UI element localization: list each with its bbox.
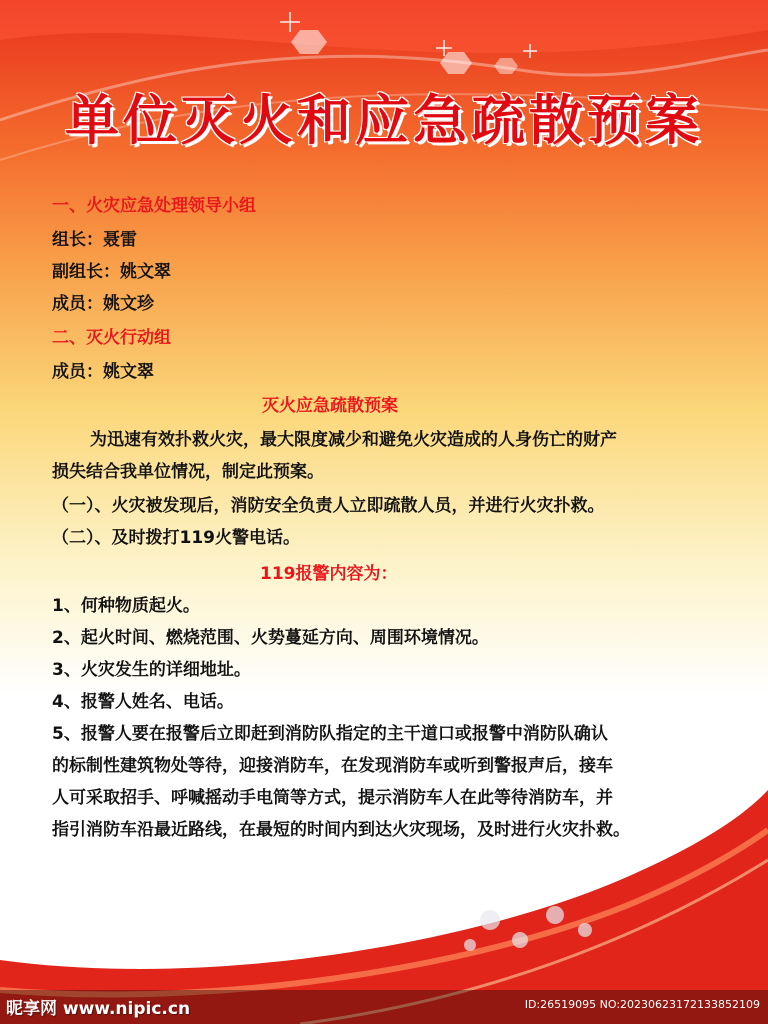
site-watermark: 昵享网 www.nipic.cn	[6, 999, 191, 1019]
report-item-2: 2、起火时间、燃烧范围、火势蔓延方向、周围环境情况。	[52, 628, 489, 648]
report-item-4: 4、报警人姓名、电话。	[52, 692, 234, 712]
leader-line: 组长：聂雷	[52, 230, 137, 250]
report-item-5-line-4: 指引消防车沿最近路线，在最短的时间内到达火灾现场，及时进行火灾扑救。	[52, 820, 630, 840]
image-id-watermark: ID:26519095 NO:20230623172133852109	[524, 998, 760, 1011]
report-item-3: 3、火灾发生的详细地址。	[52, 660, 251, 680]
report-heading: 119报警内容为：	[260, 564, 398, 584]
deputy-leader-line: 副组长：姚文翠	[52, 262, 171, 282]
member-line-2: 成员：姚文翠	[52, 362, 154, 382]
member-line-1: 成员：姚文珍	[52, 294, 154, 314]
plan-step-2: （二）、及时拨打119火警电话。	[52, 528, 300, 548]
report-item-1: 1、何种物质起火。	[52, 596, 200, 616]
plan-intro-line-1: 为迅速有效扑救火灾，最大限度减少和避免火灾造成的人身伤亡的财产	[90, 430, 617, 450]
page-title: 单位灭火和应急疏散预案	[65, 89, 703, 152]
plan-intro-line-2: 损失结合我单位情况，制定此预案。	[52, 462, 324, 482]
plan-step-1: （一）、火灾被发现后，消防安全负责人立即疏散人员，并进行火灾扑救。	[52, 496, 605, 516]
leader-group-heading: 一、火灾应急处理领导小组	[52, 196, 256, 216]
report-item-5-line-3: 人可采取招手、呼喊摇动手电筒等方式，提示消防车人在此等待消防车，并	[52, 788, 613, 808]
plan-heading: 灭火应急疏散预案	[262, 396, 398, 416]
report-item-5-line-1: 5、报警人要在报警后立即赶到消防队指定的主干道口或报警中消防队确认	[52, 724, 608, 744]
report-item-5-line-2: 的标制性建筑物处等待，迎接消防车，在发现消防车或听到警报声后，接车	[52, 756, 613, 776]
action-group-heading: 二、灭火行动组	[52, 328, 171, 348]
